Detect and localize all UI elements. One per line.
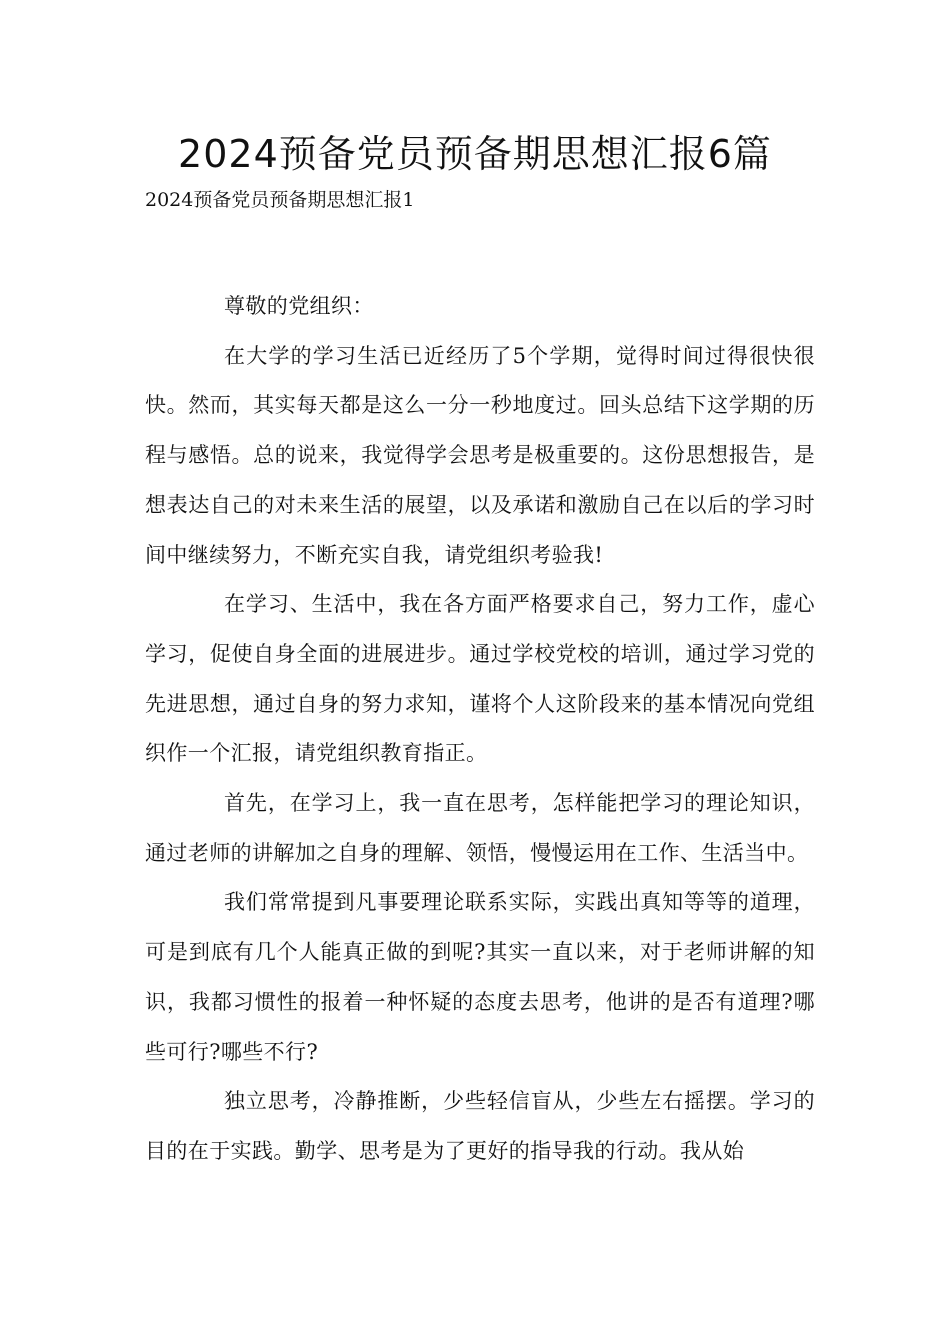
paragraph: 在大学的学习生活已近经历了5个学期，觉得时间过得很快很快。然而，其实每天都是这么一分一秒地度过。回头总结下这学期的历程与感悟。总的说来，我觉得学会思考是极重要的。这份思想报告，是想表达自己的对未来生活的展望，以及承诺和激励自己在以后的学习时间中继续努力，不断充实自我，请党组织考验我!	[145, 343, 815, 567]
paragraph: 独立思考，冷静推断，少些轻信盲从，少些左右摇摆。学习的目的在于实践。勤学、思考是为了更好的指导我的行动。我从始	[145, 1089, 815, 1163]
document-subtitle: 2024预备党员预备期思想汇报1	[145, 189, 415, 211]
paragraph: 在学习、生活中，我在各方面严格要求自己，努力工作，虚心学习，促使自身全面的进展进步。通过学校党校的培训，通过学习党的先进思想，通过自身的努力求知，谨将个人这阶段来的基本情况向党组织作一个汇报，请党组织教育指正。	[145, 592, 815, 766]
document-body	[145, 282, 815, 1177]
document-title: 2024预备党员预备期思想汇报6篇	[178, 132, 772, 176]
paragraph: 首先，在学习上，我一直在思考，怎样能把学习的理论知识，通过老师的讲解加之自身的理解、领悟，慢慢运用在工作、生活当中。	[145, 791, 815, 865]
salutation: 尊敬的党组织：	[224, 294, 374, 318]
paragraph: 我们常常提到凡事要理论联系实际，实践出真知等等的道理，可是到底有几个人能真正做的到呢?其实一直以来，对于老师讲解的知识，我都习惯性的报着一种怀疑的态度去思考，他讲的是否有道理?哪些可行?哪些不行?	[145, 890, 815, 1064]
